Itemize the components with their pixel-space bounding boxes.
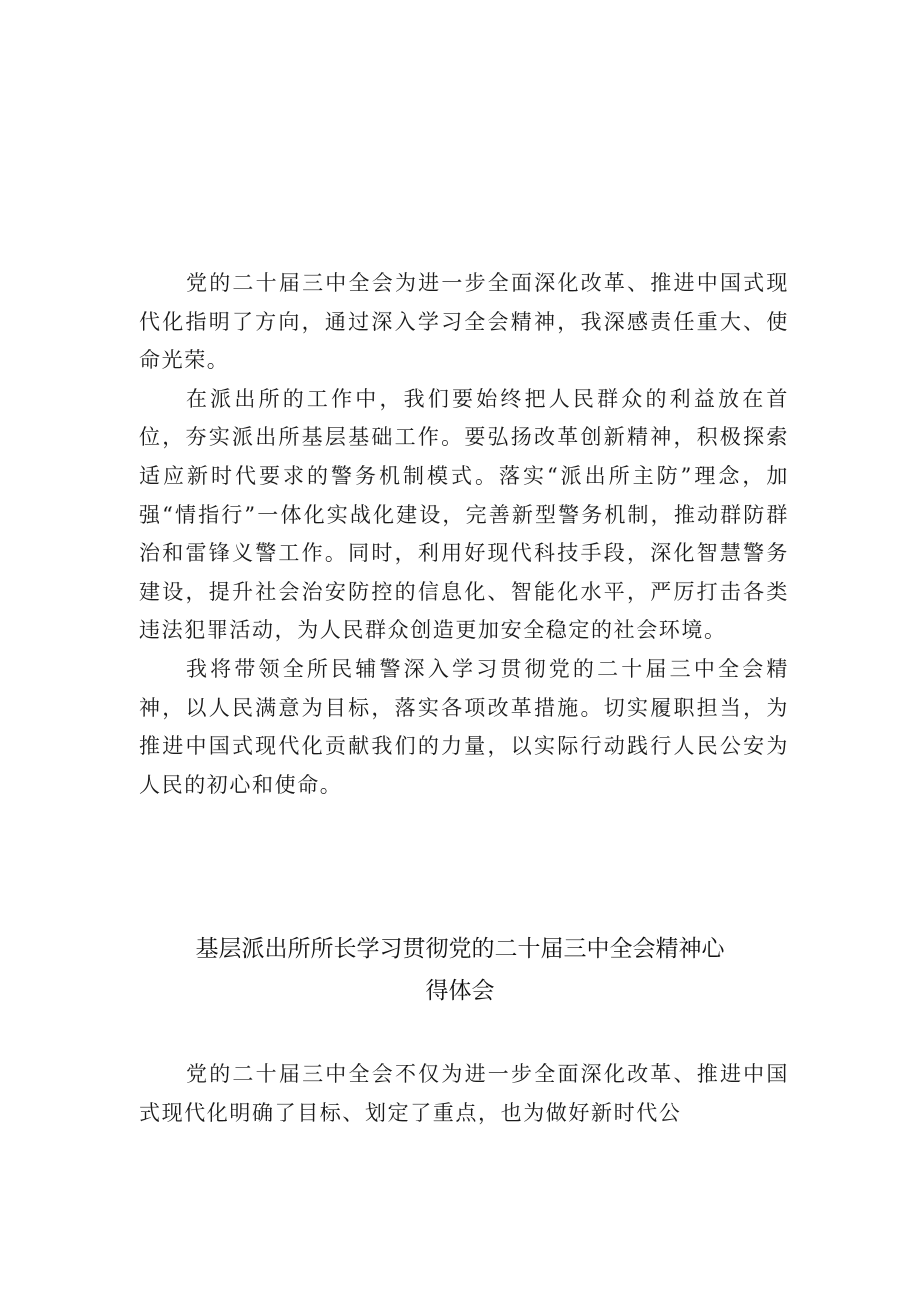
paragraph-4-line-1: 党的二十届三中全会不仅为进一步全面深化改革、推进中国 — [186, 1062, 789, 1086]
article-body-bottom — [139, 1055, 789, 1132]
paragraph-2 — [139, 380, 789, 650]
paragraph-4-line-2: 式现代化明确了目标、划定了重点，也为做好新时代公 — [139, 1100, 682, 1125]
paragraph-3 — [139, 650, 789, 804]
paragraph-2-line-7: 罪活动，为人民群众创造更加安全稳定的社会环境。 — [206, 618, 727, 643]
heading-line-1: 基层派出所所长学习贯彻党的二十届三中全会精神心 — [195, 936, 725, 962]
paragraph-3-line-3: 推进中国式现代化贡献我们的力量，以实际行动践行人民公安为 — [139, 734, 789, 759]
paragraph-4 — [139, 1055, 789, 1132]
article-body-top — [139, 264, 789, 804]
heading-line-2: 得体会 — [425, 978, 495, 1004]
paragraph-2-line-2: 夯实派出所基层基础工作。要弘扬改革创新精神，积极探索适应 — [139, 425, 789, 488]
paragraph-2-line-6: 提升社会治安防控的信息化、智能化水平，严厉打击各类违法犯 — [139, 579, 789, 643]
paragraph-1-line-2: 代化指明了方向，通过深入学习全会精神，我深感责任重大、使 — [139, 309, 789, 334]
paragraph-1-line-3: 命光荣。 — [139, 348, 230, 373]
article-heading — [160, 928, 760, 1012]
paragraph-2-line-1: 在派出所的工作中，我们要始终把人民群众的利益放在首位， — [139, 386, 789, 450]
paragraph-2-line-5: 雷锋义警工作。同时，利用好现代科技手段，深化智慧警务建设， — [139, 541, 789, 604]
paragraph-1 — [139, 264, 789, 380]
paragraph-3-line-2: 神，以人民满意为目标，落实各项改革措施。切实履职担当，为 — [139, 695, 789, 720]
paragraph-2-line-4: 指行”一体化实战化建设，完善新型警务机制，推动群防群治和 — [139, 502, 789, 566]
paragraph-1-line-1: 党的二十届三中全会为进一步全面深化改革、推进中国式现 — [186, 271, 789, 295]
paragraph-3-line-1: 我将带领全所民辅警深入学习贯彻党的二十届三中全会精 — [186, 656, 789, 681]
paragraph-3-line-4: 人民的初心和使命。 — [139, 772, 343, 797]
paragraph-2-line-3: 新时代要求的警务机制模式。落实“派出所主防”理念，加强“情 — [139, 463, 789, 527]
